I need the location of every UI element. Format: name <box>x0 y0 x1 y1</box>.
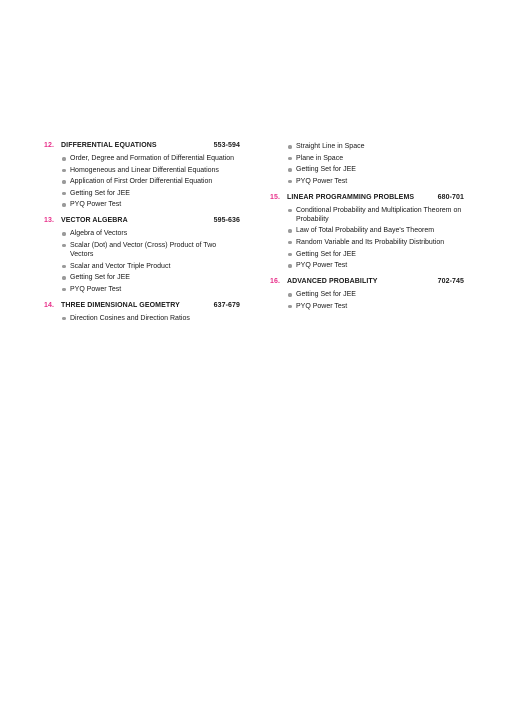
chapter-title: ADVANCED PROBABILITY <box>287 278 378 286</box>
bullet-icon <box>62 265 66 269</box>
chapter-16 <box>270 278 464 311</box>
topic-label: Getting Set for JEE <box>296 250 356 258</box>
bullet-icon <box>288 229 292 233</box>
bullet-icon <box>288 253 292 257</box>
chapter-15 <box>270 194 464 270</box>
chapter-number: 15. <box>270 193 281 201</box>
bullet-icon <box>62 169 66 173</box>
topic-item <box>287 142 464 151</box>
topic-item <box>287 206 464 224</box>
topic-list <box>270 290 464 311</box>
topic-label: Plane in Space <box>296 154 344 162</box>
topic-label: Straight Line in Space <box>296 143 365 150</box>
chapter-heading <box>270 194 464 206</box>
bullet-icon <box>62 288 66 292</box>
chapter-pages: 702-745 <box>437 278 464 286</box>
bullet-icon <box>288 145 292 149</box>
topic-list <box>44 229 240 293</box>
bullet-icon <box>288 157 292 161</box>
topic-item <box>287 302 464 311</box>
chapter-number: 14. <box>44 301 55 309</box>
topic-item <box>287 154 464 163</box>
bullet-icon <box>62 276 66 280</box>
topic-item <box>61 166 240 175</box>
topic-label: PYQ Power Test <box>296 177 348 185</box>
bullet-icon <box>62 317 66 321</box>
topic-item <box>61 229 240 238</box>
chapter-title: LINEAR PROGRAMMING PROBLEMS <box>287 193 415 201</box>
topic-item <box>287 250 464 259</box>
topic-label: Law of Total Probability and Baye's Theorem <box>296 227 435 235</box>
chapter-title: VECTOR ALGEBRA <box>61 217 128 225</box>
topic-label: Random Variable and Its Probability Distribution <box>296 238 445 246</box>
chapter-title: DIFFERENTIAL EQUATIONS <box>61 142 157 149</box>
topic-label: Getting Set for JEE <box>296 291 356 299</box>
topic-list <box>44 314 240 323</box>
topic-item <box>287 165 464 174</box>
toc-left-column <box>44 142 240 331</box>
chapter-13 <box>44 217 240 293</box>
chapter-number: 16. <box>270 278 281 286</box>
bullet-icon <box>62 232 66 236</box>
topic-label: Order, Degree and Formation of Differential Equation <box>70 155 235 162</box>
topic-item <box>287 238 464 247</box>
topic-label: Homogeneous and Linear Differential Equations <box>70 166 219 174</box>
topic-label: Scalar (Dot) and Vector (Cross) Product of Two Vectors <box>70 241 217 258</box>
topic-label: PYQ Power Test <box>296 262 348 270</box>
chapter-number: 13. <box>44 217 55 225</box>
topic-label: Getting Set for JEE <box>70 274 130 282</box>
chapter-heading <box>44 302 240 314</box>
topic-item <box>61 285 240 294</box>
bullet-icon <box>62 192 66 196</box>
chapter-12 <box>44 142 240 209</box>
bullet-icon <box>288 264 292 268</box>
topic-item <box>61 241 240 259</box>
topic-item <box>61 200 240 209</box>
topic-label: PYQ Power Test <box>296 302 348 310</box>
topic-item <box>287 226 464 235</box>
bullet-icon <box>62 180 66 184</box>
bullet-icon <box>288 209 292 213</box>
topic-item <box>287 290 464 299</box>
toc-right-column <box>270 142 464 319</box>
chapter-pages: 680-701 <box>437 193 464 201</box>
topic-list <box>44 154 240 209</box>
topic-item <box>287 177 464 186</box>
bullet-icon <box>288 180 292 184</box>
bullet-icon <box>288 305 292 309</box>
topic-label: PYQ Power Test <box>70 201 122 209</box>
topic-list <box>270 142 464 186</box>
chapter-pages: 595-636 <box>213 217 240 225</box>
topic-label: Scalar and Vector Triple Product <box>70 262 171 270</box>
topic-label: Getting Set for JEE <box>70 189 130 197</box>
chapter-heading <box>270 278 464 290</box>
chapter-number: 12. <box>44 142 55 149</box>
chapter-heading <box>44 217 240 229</box>
chapter-14 <box>44 302 240 323</box>
chapter-pages: 553-594 <box>213 142 240 149</box>
topic-label: Application of First Order Differential Equation <box>70 178 213 186</box>
chapter-pages: 637-679 <box>213 301 240 309</box>
bullet-icon <box>62 244 66 248</box>
topic-item <box>61 273 240 282</box>
topic-label: Algebra of Vectors <box>70 230 128 238</box>
bullet-icon <box>288 293 292 297</box>
chapter-14-continued <box>270 142 464 186</box>
topic-item <box>61 314 240 323</box>
chapter-title: THREE DIMENSIONAL GEOMETRY <box>61 301 180 309</box>
topic-item <box>61 262 240 271</box>
topic-label: PYQ Power Test <box>70 285 122 293</box>
topic-label: Getting Set for JEE <box>296 166 356 174</box>
topic-list <box>270 206 464 270</box>
topic-item <box>61 177 240 186</box>
topic-item <box>61 154 240 163</box>
topic-item <box>61 189 240 198</box>
topic-label: Conditional Probability and Multiplication Theorem on Probability <box>296 206 462 223</box>
bullet-icon <box>288 241 292 245</box>
bullet-icon <box>62 203 66 207</box>
bullet-icon <box>62 157 66 161</box>
topic-label: Direction Cosines and Direction Ratios <box>70 314 190 322</box>
topic-item <box>287 261 464 270</box>
bullet-icon <box>288 168 292 172</box>
chapter-heading <box>44 142 240 154</box>
